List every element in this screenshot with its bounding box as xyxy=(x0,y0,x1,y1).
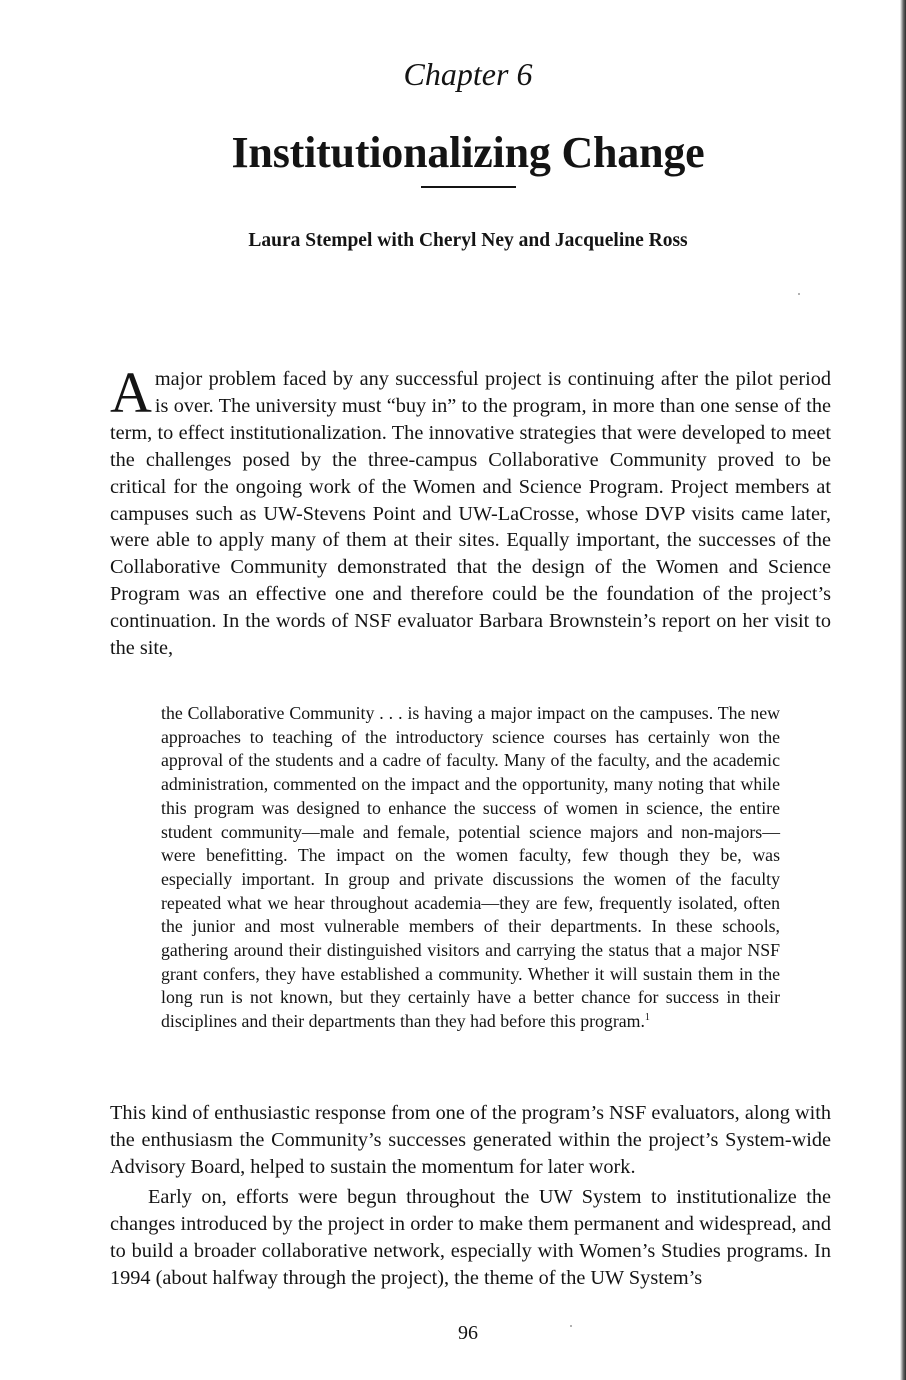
chapter-authors: Laura Stempel with Cheryl Ney and Jacqueline Ross xyxy=(248,230,688,251)
chapter-title: Institutionalizing Change xyxy=(231,128,705,177)
page-edge-shadow xyxy=(900,0,906,1380)
footnote-marker: 1 xyxy=(644,1012,650,1024)
chapter-label: Chapter 6 xyxy=(403,56,533,92)
block-quote-text: the Collaborative Community . . . is having a major impact on the campuses. The new approaches to teaching of the introductory science courses has certainly won the approval of the students and a cadre of faculty. Many of the faculty, and the academic administration, commented on the impact and the opportunity, many noting that while this program was designed to enhance the success of women in science, the entire student community—male and female, potential science majors and non-majors—were benefitting. The impact on the women faculty, few though they be, was especially important. In group and private discussions the women of the faculty repeated what we hear throughout academia—they are few, frequently isolated, often the junior and most vulnerable members of their departments. In these schools, gathering around their distinguished visitors and carrying the status that a major NSF grant confers, they have established a community. Whether it will sustain them in the long run is not known, but they certainly have a better chance for success in their disciplines and their departments than they had before this program. xyxy=(161,703,780,1032)
scan-speck xyxy=(798,293,800,295)
evaluator-block-quote xyxy=(161,702,780,1034)
drop-cap-letter: A xyxy=(110,360,152,425)
opening-paragraph-text: major problem faced by any successful project is continuing after the pilot period is over. The university must “buy in” to the program, in more than one sense of the term, to effect institutionalization. The innovative strategies that were developed to meet the challenges posed by the three-campus Collaborative Community proved to be critical for the ongoing work of the Women and Science Program. Project members at campuses such as UW-Stevens Point and UW-LaCrosse, whose DVP visits came later, were able to apply many of them at their sites. Equally important, the successes of the Collaborative Community demonstrated that the design of the Women and Science Program was an effective one and therefore could be the foundation of the project’s continuation. In the words of NSF evaluator Barbara Brownstein’s report on her visit to the site, xyxy=(110,368,831,660)
title-underline-rule xyxy=(421,186,516,188)
body-paragraph-2: This kind of enthusiastic response from one of the program’s NSF evaluators, along with the enthusiasm the Community’s successes generated within the project’s System-wide Advisory Board, helped to sustain the momentum for later work. xyxy=(110,1102,831,1178)
body-paragraph-3: Early on, efforts were begun throughout the UW System to institutionalize the changes introduced by the project in order to make them permanent and widespread, and to build a broader collaborative network, especially with Women’s Studies programs. In 1994 (about halfway through the project), the theme of the UW System’s xyxy=(110,1186,831,1289)
scan-speck xyxy=(570,1325,572,1327)
opening-paragraph xyxy=(110,360,831,662)
page-number: 96 xyxy=(458,1322,478,1344)
